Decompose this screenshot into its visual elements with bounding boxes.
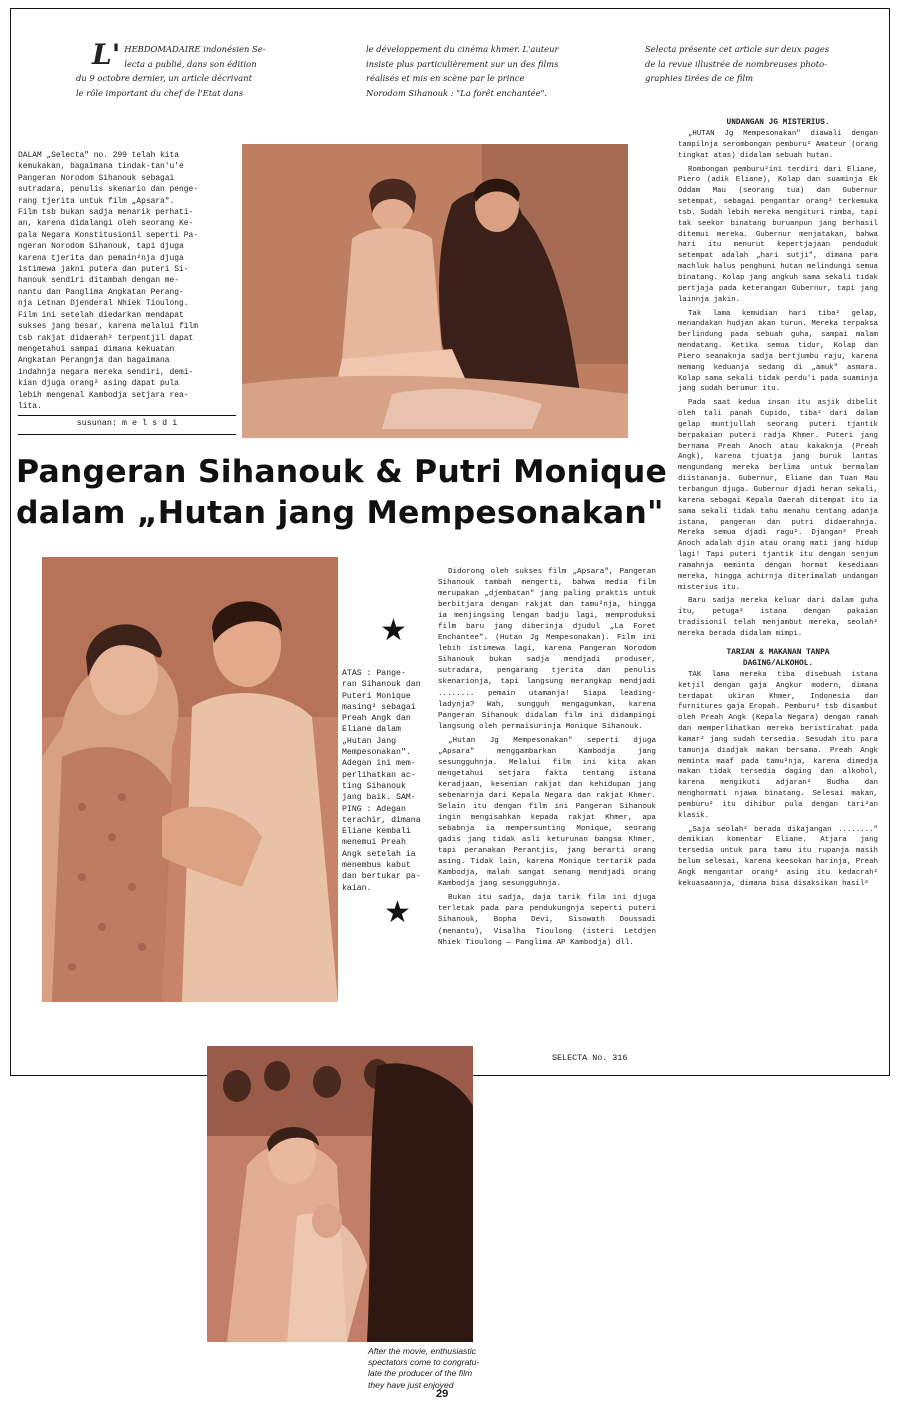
french-intro-col3: Selecta présente cet article sur deux pages de la revue illustrée de nombreuses photo- graphies tirées de ce film [645,44,830,83]
right-paragraph-2: Rombongan pemburu²ini terdiri dari Eliane, Piero (adik Eliane), Kolap dan suaminja Ek Oddam Mau (seorang tua) dan Gubernur setempat, sebagai pengantar orang² terkemuka tsb. Sudah lebih mereka mengituri rimba, tapi tak seekor binatang buruanpun jang berhasil ditemui mereka. Gubernur menjatakan, bahwa hari itu menurut kepertjajaan penduduk setempat adalah „hari sutji", dimana para machluk halus penghuni hutan melindungi semua binatang. Kolap jang angkuh sama sekali tidak pertjaja pada keterangan Gubernur, tapi jang lainnja jakin. [678,165,878,304]
right-paragraph-5: Baru sadja mereka keluar dari dalam guha itu, petuga² istana dengan pakaian tradisionil telah menjambut mereka, seolah² mereka berada didalam mimpi. [678,597,878,638]
byline: susunan: m e l s d i [76,418,178,428]
photo-caption: ATAS : Pange- ran Sihanouk dan Puteri Monique masing² sebagai Preah Angk dan Eliane dalam „Hutan Jang Mempesonakan". Adegan ini mem- perlihatkan ac- ting Sihanouk jang baik. SAM- PING : Adegan terachir, dimana Eliane kembali menemui Preah Angk setelah ia menembus kabut dan bertukar pa- kaian. [342,669,421,893]
intro-paragraph: DALAM „Selecta" no. 299 telah kita kemukakan, bagaimana tindak-tan'u'e Pangeran Norodom Sihanouk sebagai sutradara, penulis skenario dan penge- rang tjerita untuk film „Apsara". Film tsb bukan sadja menarik perhati- an, karena didalangi oleh seorang Ke- pala Negara Konstitusionil seperti Pa- ngeran Norodom Sihanouk, tapi djuga karena tjerita dan pemain²nja djuga istimewa jakni putera dan puteri Si- hanouk sendiri ditambah dengan me- nantu dan Panglima Angkatan Perang- nja Letnan Djenderal Nhiek Tioulong. Film ini setelah diedarkan mendapat sukses jang besar, karena melalui film tsb rakjat didaerah² terpentjil dapat mengetahui sampai dimana kekuatan Angkatan Perangnja dan bagaimana indahnja negara mereka sendiri, demi- kian djuga orang² asing dapat pula lebih mengenal Kambodja setjara rea- lita. [18,151,198,411]
byline-rule-bottom [18,434,236,435]
photo-couple-embracing [42,557,338,1002]
right-paragraph-3: Tak lama kemudian hari tiba² gelap, menandakan hudjan akan turun. Mereka terpaksa berlindung pada sebuah guha, sampai malam mendatang. Ketika semua tidur, Kolap dan Piero seanaknja sadja bertjumbu raju, karena memang keduanja sedang di „amuk" asmara. Kolap sama sekali tidak perdu'i pada suaminja jang sudah berumur itu. [678,309,878,394]
right-paragraph-6: TAK lama mereka tiba disebuah istana ketjil dengan gaja Angkur modern, dimana terdapat ukiran Khmer, Indonesia dan furnitures gaja Eropah. Pemburu² tsb disambut oleh Preah Angk (Kepala Negara) dengan ramah dan memperlihatkan mereka beristirahat pada kamar² jang sudah tersedia. Sesudah itu para tamunja diadjak makan bersama. Preah Angk meminta maaf pada tamu²nja, karena dimedja makan tidak tersedia daging dan alkohol, karena mengikuti adjaran² Budha dan menghormati njawa binatang. Selesai makan, pemburu² itu dihibur pula dengan tari²an klasik. [678,670,878,820]
footer-ref: SELECTA No. 316 [552,1053,628,1063]
byline-rule-top [18,415,236,416]
page-number: 29 [436,1388,449,1400]
star-icon-top: ★ [380,613,407,648]
middle-column [438,567,656,952]
middle-paragraph-1: Didorong oleh sukses film „Apsara", Pangeran Sihanouk tambah mengerti, bahwa media film merupakan „djembatan" jang paling praktis untuk berbitjara dengan rakjat dan tamu²nja, hingga ia menjingsing lengan badju lagi, memproduksi film baru jang diberinja djudul „La Foret Enchantee". (Hutan Jg Mempesonakan). Film ini lebih istimewa lagi, karena Pangeran Norodom Sihanouk bukan sadja mendjadi produser, sutradara, pengarang tjerita dan penulis skenarionja, tapi langsung merangkap mendjadi ........ pemain utamanja! Siapa leading-ladynja? Wah, sungguh mengagumkan, karena Pangeran Sihanouk didalam film ini didampingi langsung oleh permaisurinja Monique Sihanouk. [438,568,656,731]
right-paragraph-1: „HUTAN Jg Mempesonakan" diawali dengan tampilnja serombongan pemburu² Amateur (orang tingkat atas) didalam sebuah hutan. [678,130,878,160]
right-column [678,118,878,893]
french-intro-col2: le développement du cinéma khmer. L'auteur insiste plus particulièrement sur un des films réalisés et mis en scène par le prince Norodom Sihanouk : "La forêt enchantée". [366,44,559,98]
right-paragraph-7: „Saja seolah² berada dikajangan ........" demikian komentar Eliane. Atjara jang tersedia untuk para tamu itu rupanja masih belum selesai, karena keesokan harinja, Preah Angk mengantar orang² asing itu kedacrah² kekuasaannja, dimana bisa disaksikan hasil² [678,825,878,888]
photo-crowd [207,1046,473,1342]
headline-line2: dalam „Hutan jang Mempesonakan" [16,495,664,531]
dropcap-letter: L' [92,38,121,71]
right-paragraph-4: Pada saat kedua insan itu asjik dibelit oleh tali panah Cupido, tiba² dari dalam gelap muntjullah seorang puteri tjantik berpakaian puteri radja Khmer. Puteri jang bernama Preah Anoch atau kakaknja (Preah Angk), karena tjuatja jang buruk lantas mengundang mereka berlima untuk bermalam diistananja. Gubernur, Eliane dan Tuan Mau terbangun djuga. Gubernur djadi heran sekali, karena sebagai Kepala Daerah ditempat itu ia sama sekali tidak tahu menahu tentang adanja istana, pangeran dan putri didaerahnja. Mereka semua djadi ragu². Djangan² Preah Anoch adalah djin atau orang mati jang hidup lagi! Tapi puteri tjantik itu dengan senjum ramahnja meminta dengan hormat kesediaan mereka, hingga achirnja diterimalah undangan misterius itu. [678,399,878,592]
photo-couple-seated [242,144,628,438]
english-caption: After the movie, enthusiastic spectators come to congratu- late the producer of the film they have just enjoyed [368,1346,480,1390]
star-icon-bottom: ★ [384,895,411,930]
right-heading-1: UNDANGAN JG MISTERIUS. [726,119,830,127]
middle-paragraph-2: „Hutan Jg Mempesonakan" seperti djuga „Apsara" menggambarkan Kambodja jang sesungguhnja. Melalui film ini kita akan mengetahui setjara fakta tentang istana keradjaan, kesenian rakjat dan kehidupan jang sebenarnja dari Kepala Negara dan rakjat Khmer. Selain itu dengan film ini Pangeran Sihanouk ingin mengisahkan kepada rakjat Khmer, apa sebabnja ia mempersunting Monique, seorang gadis jang tidak asli keturunan bangsa Khmer, tapi peranakan Perantjis, jang berarti orang asing. Tidak lain, karena Monique tertarik pada Kambodja, malah sangat senang mendjadi orang Kambodja jang sesungguhnja. [438,736,656,889]
french-intro-col1: L' HEBDOMADAIRE indonésien Se- lecta a publié, dans son édition du 9 octobre dernier, un article décrivant le rôle important du chef de l'Etat dans [76,38,266,98]
right-heading-2b: DAGING/ALKOHOL. [742,659,814,668]
middle-paragraph-3: Bukan itu sadja, daja tarik film ini djuga terletak pada para pendukungnja seperti puteri Sihanouk, Bopha Devi, Sisowath Doussadi (menantu), Visalha Tioulong (isteri Letdjen Nhiek Tioulong — Panglima AP Kambodja) dll. [438,894,656,947]
right-heading-2a: TARIAN & MAKANAN TANPA [726,648,830,657]
headline-line1: Pangeran Sihanouk & Putri Monique [16,454,668,490]
